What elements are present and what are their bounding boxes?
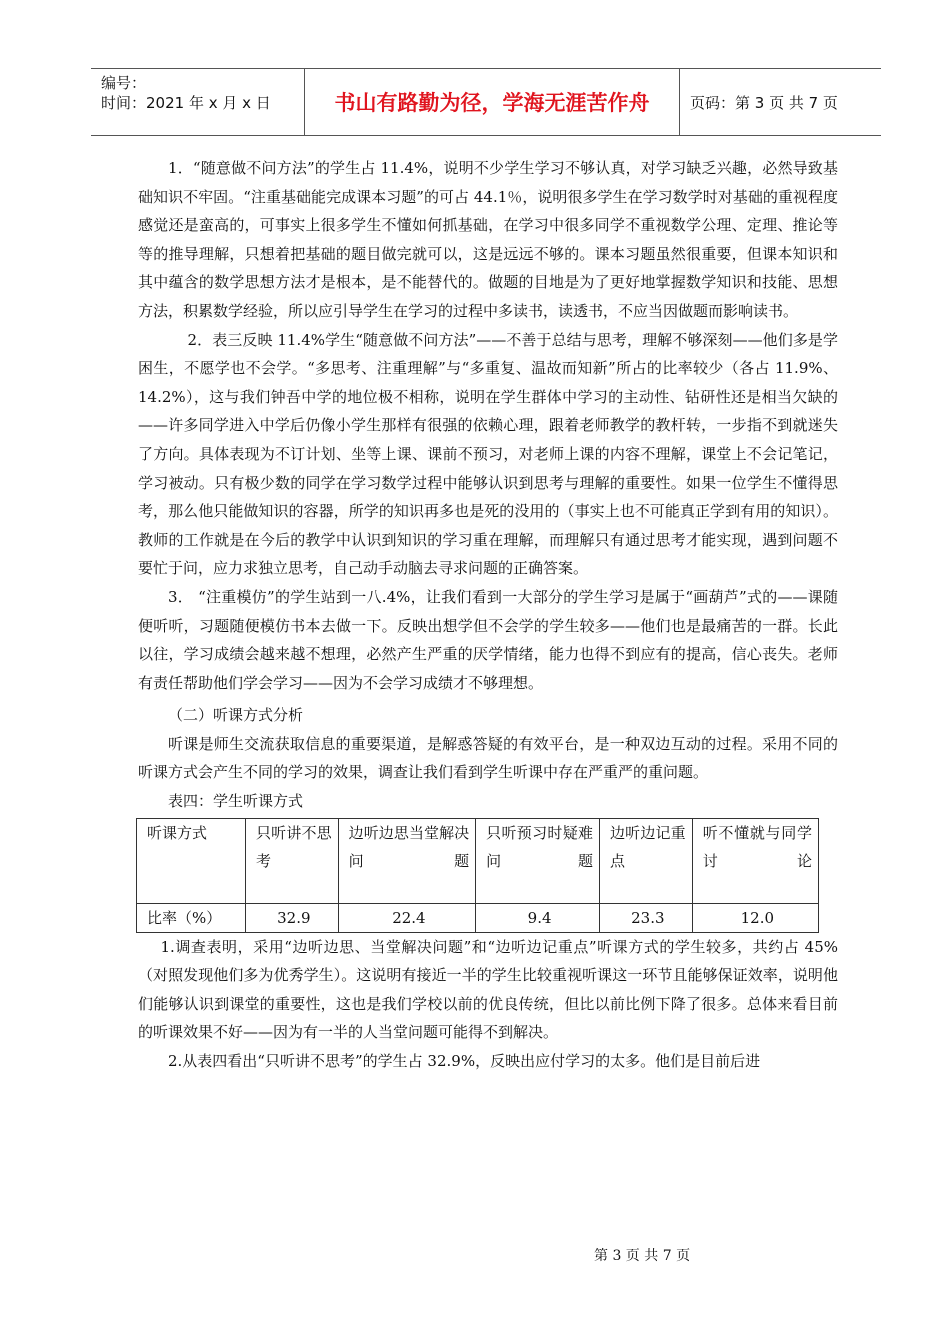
header-motto: 书山有路勤为径，学海无涯苦作舟 [304,69,680,135]
paragraph-1: 1．“随意做不问方法”的学生占 11.4%，说明不少学生学习不够认真，对学习缺乏兴趣，必然导致基础知识不牢固。“注重基础能完成课本习题”的可占 44.1％，说明很多学生在学习数学时对基础的重视程度感觉还是蛮高的，可事实上很多学生不懂如何抓基础，在学习中很多同学不重视数学公理、定理、推论等等的推导理解，只想着把基础的题目做完就可以，这是远远不够的。课本习题虽然很重要，但课本知识和其中蕴含的数学思想方法才是根本，是不能替代的。做题的目地是为了更好地掌握数学知识和技能、思想方法，积累数学经验，所以应引导学生在学习的过程中多读书，读透书，不应当因做题而影响读书。 [138,159,838,320]
table-cell: 12.0 [692,903,818,932]
table-row-header: 比率（%） [137,903,246,932]
conclusion-2: 2.从表四看出“只听讲不思考”的学生占 32.9%，反映出应付学习的太多。他们是目前后进 [168,1052,761,1071]
table-caption: 表四：学生听课方式 [168,792,304,811]
section-intro: 听课是师生交流获取信息的重要渠道，是解惑答疑的有效平台，是一种双边互动的过程。采用不同的听课方式会产生不同的学习的效果，调查让我们看到学生听课中存在严重严的重问题。 [138,734,838,782]
conclusion-1: 1.调查表明，采用“边听边思、当堂解决问题”和“边听边记重点”听课方式的学生较多，共约占 45%（对照发现他们多为优秀学生）。这说明有接近一半的学生比较重视听课这一环节且能够保证效率，说明他们能够认识到课堂的重要性，这也是我们学校以前的优良传统，但比以前比例下降了很多。总体来看目前的听课效果不好——因为有一半的人当堂问题可能得不到解决。 [138,937,838,1042]
paragraph-2: 2．表三反映 11.4%学生“随意做不问方法”——不善于总结与思考，理解不够深刻——他们多是学困生，不愿学也不会学。“多思考、注重理解”与“多重复、温故而知新”所占的比率较少（各占 11.9%、14.2%），这与我们钟吾中学的地位极不相称，说明在学生群体中学习的主动性、钻研性还是相当欠缺的——许多同学进入中学后仍像小学生那样有很强的依赖心理，跟着老师教学的教杆转，一步指不到就迷失了方向。具体表现为不订计划、坐等上课、课前不预习，对老师上课的内容不理解，课堂上不会记笔记，学习被动。只有极少数的同学在学习数学过程中能够认识到思考与理解的重要性。如果一位学生不懂得思考，那么他只能做知识的容器，所学的知识再多也是死的没用的（事实上也不可能真正学到有用的知识）。教师的工作就是在今后的教学中认识到知识的学习重在理解，而理解只有通过思考才能实现，遇到问题不要忙于问，应力求独立思考，自己动手动脑去寻求问题的正确答案。 [138,330,838,578]
document-time-label: 时间：2021 年 x 月 x 日 [101,94,271,112]
table-row [137,818,819,903]
table-row [137,903,819,932]
paragraph-3: 3． “注重模仿”的学生站到一八.4%，让我们看到一大部分的学生学习是属于“画葫芦”式的——课随便听听，习题随便模仿书本去做一下。反映出想学但不会学的学生较多——他们也是最痛苦的一群。长此以往，学习成绩会越来越不想理，必然产生严重的厌学情绪，能力也得不到应有的提高，信心丧失。老师有责任帮助他们学会学习——因为不会学习成绩才不够理想。 [138,587,838,692]
table-cell: 9.4 [476,903,600,932]
document-number-label: 编号： [101,74,147,92]
table-column-header: 只听讲不思考 [246,818,339,903]
table-cell: 32.9 [246,903,339,932]
section-heading: （二）听课方式分析 [168,706,304,725]
table-cell: 22.4 [338,903,475,932]
table-column-header: 听不懂就与同学讨论 [692,818,818,903]
table-column-header: 只听预习时疑难问题 [476,818,600,903]
page-footer: 第 3 页 共 7 页 [594,1248,691,1264]
header-meta [91,69,304,135]
table-row-header: 听课方式 [137,818,246,903]
table-column-header: 边听边思当堂解决问题 [338,818,475,903]
page-header [91,68,881,136]
header-page-number: 页码：第 3 页 共 7 页 [690,93,838,112]
document-body [138,154,838,1076]
table-column-header: 边听边记重点 [600,818,693,903]
table-cell: 23.3 [600,903,693,932]
listening-methods-table [136,818,819,933]
